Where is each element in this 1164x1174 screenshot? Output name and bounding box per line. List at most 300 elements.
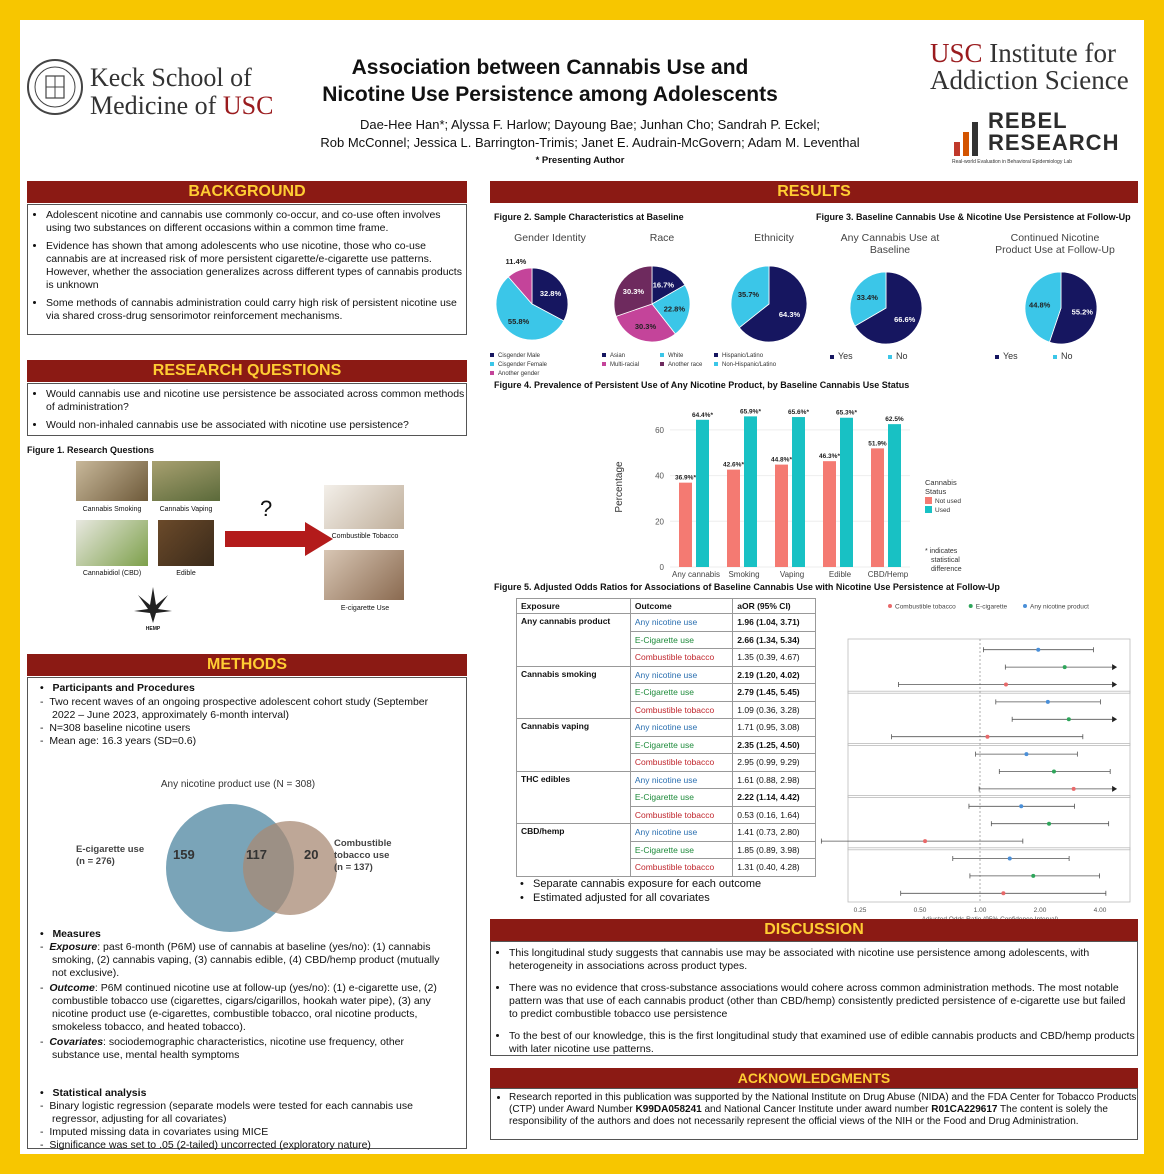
aor-exposure-cell: CBD/hemp — [517, 824, 631, 877]
measures-list: - Exposure: past 6-month (P6M) use of cannabis at baseline (yes/no): (1) cannabis smoking, (2) cannabis vaping, (3) cannabis edible, (4) CBD/hemp product (mutually not exclusive). - Outcome: P6M continued nicotine use at follow-up (yes/no): (1) e-cigarette use, (2) combustible tobacco use (cigarettes, cigars/cigarillos, hookah water pipe), (3) any nicotine product use (e-cigarettes, combustible tobacco, oral nicotine products, smokeless tobacco, and heated tobacco). - Covariates: sociodemographic characteristics, nicotine use frequency, other substance use, mental health symptoms — [40, 941, 440, 1061]
forest-point — [985, 735, 989, 739]
usc-institute-logo — [930, 40, 1129, 94]
figure5-note: Separate cannabis exposure for each outcome — [533, 878, 762, 890]
legend-title: Cannabis — [925, 478, 957, 487]
pie-slice-label: 55.2% — [1071, 307, 1093, 317]
pie-legend-item — [830, 352, 888, 363]
forest-legend-label: Any nicotine product — [1030, 603, 1089, 611]
venn-left-count: 159 — [173, 847, 195, 862]
aor-outcome-cell: Any nicotine use — [630, 666, 732, 684]
pie-legend — [714, 352, 844, 370]
pie-race — [602, 232, 732, 382]
authors-line1: Dae-Hee Han*; Alyssa F. Harlow; Dayoung Bae; Junhan Cho; Sandrah P. Eckel; — [359, 117, 821, 132]
forest-point — [1004, 683, 1008, 687]
aor-exposure-cell: THC edibles — [517, 771, 631, 824]
pie-legend-item — [490, 370, 620, 379]
forest-panel — [848, 848, 1130, 902]
legend-label: Yes — [1003, 351, 1018, 361]
keck-logo-usc: USC — [222, 91, 274, 120]
venn-left-label-2: (n = 276) — [76, 856, 115, 867]
bar-value-label: 65.9%* — [740, 408, 761, 416]
legend-swatch — [602, 362, 606, 366]
legend-label: Not used — [935, 498, 962, 505]
aor-table-row — [517, 614, 816, 632]
bar-value-label: 36.9%* — [675, 474, 696, 482]
exposure-text: : past 6-month (P6M) use of cannabis at baseline (yes/no): (1) cannabis smoking, (2) cannabis vaping, (3) cannabis edible, (4) CBD/hemp product (mutually not exclusive). — [52, 941, 440, 979]
outcome-label: Outcome — [49, 982, 95, 994]
y-tick-label: 0 — [659, 563, 664, 572]
pie-slice-label: 55.8% — [507, 316, 530, 326]
figure1-caption: Figure 1. Research Questions — [27, 445, 155, 455]
keck-logo-line1: Keck School of — [90, 63, 252, 92]
pie-slice-label: 64.3% — [778, 309, 801, 319]
legend-swatch — [888, 355, 892, 359]
aor-exposure-cell: Any cannabis product — [517, 614, 631, 667]
figure1-label-ecig: E-cigarette Use — [340, 605, 390, 612]
legend-swatch — [1053, 355, 1057, 359]
venn-right-circle — [243, 821, 337, 915]
venn-right-label-3: (n = 137) — [334, 862, 373, 873]
legend-label: No — [1061, 351, 1073, 361]
background-heading: BACKGROUND — [27, 181, 467, 203]
venn-left-label-1: E-cigarette use — [76, 844, 145, 855]
pie-svg — [490, 246, 620, 356]
forest-plot — [830, 598, 1140, 914]
forest-point — [1001, 891, 1005, 895]
figure5-notes: • Separate cannabis exposure for each outcome • Estimated adjusted for all covariates — [520, 878, 762, 904]
arrow-right-icon — [225, 522, 335, 556]
bar — [823, 461, 836, 567]
aor-table-row — [517, 719, 816, 737]
question-mark: ? — [260, 496, 273, 521]
aor-header-outcome: Outcome — [630, 599, 732, 614]
discussion-box — [490, 941, 1138, 1056]
pie-svg — [602, 246, 732, 356]
venn-right-label-2: tobacco use — [334, 850, 390, 861]
forest-x-tick: 0.50 — [913, 907, 927, 914]
pie-legend-item — [995, 352, 1053, 363]
aor-outcome-cell: E-Cigarette use — [630, 631, 732, 649]
pie-cannabis-baseline — [830, 232, 960, 382]
x-tick-label: Any cannabis — [671, 570, 721, 579]
legend-label: Used — [935, 507, 951, 514]
title-line2: Nicotine Use Persistence among Adolescents — [322, 83, 778, 106]
authors-line2: Rob McConnel; Jessica L. Barrington-Trimis; Janet E. Audrain-McGovern; Adam M. Leventhal — [320, 135, 860, 150]
aor-ci-cell: 2.19 (1.20, 4.02) — [733, 666, 816, 684]
participants-item: Mean age: 16.3 years (SD=0.6) — [49, 735, 197, 747]
forest-arrow — [1112, 664, 1117, 670]
pie-title: Gender Identity — [514, 232, 586, 244]
figure5-caption: Figure 5. Adjusted Odds Ratios for Associations of Baseline Cannabis Use with Nicotine Use Persistence at Follow-Up — [494, 582, 1000, 592]
forest-point — [1008, 857, 1012, 861]
forest-arrow — [1112, 682, 1117, 688]
aor-outcome-cell: Combustible tobacco — [630, 754, 732, 772]
forest-panel — [848, 743, 1130, 797]
legend-swatch — [660, 353, 664, 357]
figure1-label-hemp: HEMP — [145, 626, 161, 632]
forest-x-tick: 2.00 — [1033, 907, 1047, 914]
rebel-logo-line1: REBEL — [988, 108, 1068, 133]
keck-logo — [90, 64, 273, 120]
forest-arrow — [1112, 716, 1117, 722]
aor-outcome-cell: Combustible tobacco — [630, 649, 732, 667]
y-tick-label: 20 — [655, 517, 664, 527]
stats-item: Imputed missing data in covariates using MICE — [49, 1126, 269, 1138]
aor-outcome-cell: Any nicotine use — [630, 824, 732, 842]
venn-title: Any nicotine product use (N = 308) — [160, 779, 316, 790]
usc-institute-usc: USC — [930, 38, 983, 68]
aor-ci-cell: 1.71 (0.95, 3.08) — [733, 719, 816, 737]
stats-title-text: Statistical analysis — [52, 1087, 147, 1099]
pie-slice-label: 44.8% — [1029, 300, 1051, 310]
pie-slice-label: 30.3% — [634, 321, 657, 331]
legend-label: Yes — [838, 351, 853, 361]
aor-ci-cell: 2.22 (1.14, 4.42) — [733, 789, 816, 807]
aor-outcome-cell: Any nicotine use — [630, 719, 732, 737]
legend-label: Hispanic/Latino — [722, 353, 764, 359]
aor-exposure-cell: Cannabis vaping — [517, 719, 631, 772]
aor-outcome-cell: E-Cigarette use — [630, 736, 732, 754]
aor-ci-cell: 1.35 (0.39, 4.67) — [733, 649, 816, 667]
ack-award-2: R01CA229617 — [931, 1104, 998, 1115]
aor-exposure-cell: Cannabis smoking — [517, 666, 631, 719]
research-questions-heading: RESEARCH QUESTIONS — [27, 360, 467, 382]
covariates-label: Covariates — [49, 1036, 104, 1048]
x-tick-label: CBD/Hemp — [867, 570, 909, 579]
y-tick-label: 60 — [655, 425, 664, 435]
pie-legend — [602, 352, 732, 370]
legend-swatch — [830, 355, 834, 359]
research-question-item: • Would cannabis use and nicotine use persistence be associated across common methods of administration? — [46, 388, 466, 414]
e-cigarette-photo — [324, 550, 404, 600]
aor-ci-cell: 1.31 (0.40, 4.28) — [733, 859, 816, 877]
aor-ci-cell: 1.96 (1.04, 3.71) — [733, 614, 816, 632]
pie-legend-item — [888, 352, 946, 363]
aor-ci-cell: 2.35 (1.25, 4.50) — [733, 736, 816, 754]
participants-title-text: Participants and Procedures — [52, 682, 195, 694]
bar-value-label: 65.6%* — [788, 409, 809, 417]
figure2-caption: Figure 2. Sample Characteristics at Baseline — [494, 212, 684, 222]
legend-swatch — [714, 362, 718, 366]
forest-point — [1072, 787, 1076, 791]
y-axis-label: Percentage — [614, 461, 625, 513]
bar-value-label: 46.3%* — [819, 453, 840, 461]
aor-ci-cell: 1.41 (0.73, 2.80) — [733, 824, 816, 842]
cbd-photo — [76, 520, 148, 566]
stats-item: Significance was set to .05 (2-tailed) uncorrected (exploratory nature) — [49, 1139, 371, 1151]
results-heading: RESULTS — [490, 181, 1138, 203]
pie-legend-item — [660, 352, 718, 361]
combustible-tobacco-photo — [324, 485, 404, 529]
aor-ci-cell: 1.61 (0.88, 2.98) — [733, 771, 816, 789]
usc-institute-rest: Institute for — [989, 38, 1117, 68]
forest-legend-dot — [888, 604, 892, 608]
pie-slice-label: 66.6% — [894, 314, 916, 324]
forest-point — [1063, 665, 1067, 669]
pie-svg — [830, 246, 960, 356]
pie-legend-item — [490, 352, 620, 361]
bar — [888, 424, 901, 567]
legend-swatch — [490, 353, 494, 357]
pie-title: Continued Nicotine Product Use at Follow-Up — [995, 232, 1115, 256]
ack-text-2: and National Cancer Institute under award number — [701, 1104, 932, 1115]
stats-item: Binary logistic regression (separate models were tested for each cannabis use regressor, adjusting for all covariates) — [49, 1100, 413, 1125]
aor-outcome-cell: E-Cigarette use — [630, 841, 732, 859]
bar-value-label: 64.4%* — [692, 411, 713, 419]
outcome-text: : P6M continued nicotine use at follow-up (yes/no): (1) e-cigarette use, (2) combustible tobacco use (cigarettes, cigars/cigarillos, hookah water pipe), (3) any nicotine product use (e-cigarettes, combustible tobacco, oral nicotine products, smokeless tobacco, and heated tobacco). — [52, 982, 437, 1033]
venn-right-label-1: Combustible — [334, 838, 392, 849]
participants-item: Two recent waves of an ongoing prospective adolescent cohort study (September 2022 – June 2023, approximately 6-month interval) — [49, 696, 429, 721]
pie-legend-item — [1053, 352, 1111, 363]
acknowledgments-heading: ACKNOWLEDGMENTS — [490, 1068, 1138, 1088]
forest-legend-dot — [969, 604, 973, 608]
keck-logo-line2: Medicine of — [90, 91, 217, 120]
pie-legend-item — [714, 361, 844, 370]
rebel-bars-icon — [952, 112, 986, 160]
forest-x-tick: 4.00 — [1093, 907, 1107, 914]
x-tick-label: Vaping — [779, 570, 805, 579]
legend-label: White — [668, 353, 684, 359]
rebel-logo-tagline: Real-world Evaluation in Behavioral Epidemiology Lab — [952, 159, 1073, 165]
forest-point — [1046, 700, 1050, 704]
bar — [727, 470, 740, 567]
poster-sheet — [20, 20, 1144, 1154]
cannabis-smoking-photo — [76, 461, 148, 501]
legend-swatch — [995, 355, 999, 359]
discussion-item: • There was no evidence that cross-substance associations would cohere across common administration methods. The most notable pattern was that use of each cannabis product (other than CBD/hemp) consistently predicted persistence of e-cigarette use but failed to predict combustible tobacco use persistence — [509, 982, 1137, 1021]
pie-legend — [490, 352, 620, 379]
forest-x-tick: 1.00 — [973, 907, 987, 914]
legend-swatch — [490, 371, 494, 375]
pie-legend-item — [602, 361, 660, 370]
forest-point — [1036, 648, 1040, 652]
forest-panel — [848, 796, 1130, 850]
ack-text-1: Research reported in this publication was supported by the National Institute on Drug Abuse (NIDA) and the FDA Center for Tobacco Products (CTP) under Award Number — [509, 1092, 1137, 1115]
forest-legend-label: Combustible tobacco — [895, 603, 956, 611]
bar — [775, 465, 788, 567]
legend-swatch — [490, 362, 494, 366]
legend-label: Asian — [610, 353, 626, 359]
pie-svg — [714, 246, 844, 356]
participants-list: - Two recent waves of an ongoing prospective adolescent cohort study (September 2022 – June 2023, approximately 6-month interval) - N=308 baseline nicotine users - Mean age: 16.3 years (SD=0.6) — [40, 696, 429, 747]
title-line1: Association between Cannabis Use and — [351, 56, 749, 79]
bar — [696, 420, 709, 567]
legend-label: Another race — [668, 362, 703, 368]
pie-title: Any Cannabis Use at Baseline — [840, 232, 940, 256]
pie-legend — [995, 352, 1125, 363]
forest-plot-area — [830, 598, 1140, 914]
aor-table-row — [517, 824, 816, 842]
forest-legend-dot — [1023, 604, 1027, 608]
aor-table-body — [517, 614, 816, 877]
forest-x-tick: 0.25 — [853, 907, 867, 914]
forest-point — [1047, 822, 1051, 826]
ack-text-3: The content is solely the responsibility of the authors and does not necessarily represent the official views of the NIH or the Food and Drug Administration. — [509, 1104, 1108, 1127]
edible-photo — [158, 520, 214, 566]
background-box — [27, 204, 467, 335]
background-item: • Adolescent nicotine and cannabis use commonly co-occur, and co-use often involves using two substances on different occasions within a common time frame. — [46, 209, 466, 235]
stats-title: • Statistical analysis — [40, 1087, 147, 1099]
bar-value-label: 42.6%* — [723, 461, 744, 469]
participants-title: • Participants and Procedures — [40, 682, 195, 694]
pie-continued-nicotine — [995, 232, 1135, 382]
bar-value-label: 62.5% — [885, 416, 904, 424]
aor-outcome-cell: E-Cigarette use — [630, 789, 732, 807]
legend-swatch — [660, 362, 664, 366]
forest-point — [1031, 874, 1035, 878]
research-questions-box — [27, 383, 467, 436]
forest-legend-label: E-cigarette — [975, 603, 1008, 611]
y-tick-label: 40 — [655, 471, 664, 481]
pie-legend-item — [660, 361, 718, 370]
legend-label: Another gender — [498, 371, 540, 377]
cannabis-vaping-photo — [152, 461, 220, 501]
figure1-label-smoking: Cannabis Smoking — [82, 506, 142, 513]
bar-value-label: 44.8%* — [771, 456, 792, 464]
pie-legend — [830, 352, 960, 363]
pie-charts-area — [490, 232, 1140, 382]
aor-table — [516, 598, 816, 877]
nicotine-prevalence-bar-chart — [610, 395, 990, 579]
legend-title: Status — [925, 487, 947, 496]
venn-overlap-count: 117 — [246, 847, 267, 862]
pie-legend-item — [602, 352, 660, 361]
pie-slice-label: 16.7% — [652, 280, 675, 290]
pie-slice-label: 33.4% — [856, 293, 878, 303]
aor-ci-cell: 2.66 (1.34, 5.34) — [733, 631, 816, 649]
ack-award-1: K99DA058241 — [635, 1104, 702, 1115]
legend-label: Multi-racial — [610, 362, 640, 368]
chart-note: difference — [931, 566, 962, 573]
pie-title: Race — [649, 232, 675, 244]
legend-swatch — [714, 353, 718, 357]
aor-header-ci: aOR (95% CI) — [733, 599, 816, 614]
bar — [792, 417, 805, 567]
forest-point — [1019, 804, 1023, 808]
aor-outcome-cell: E-Cigarette use — [630, 684, 732, 702]
forest-panel — [848, 639, 1130, 693]
presenting-author-note: * Presenting Author — [535, 155, 625, 166]
venn-diagram — [158, 798, 358, 938]
rebel-logo-line2: RESEARCH — [988, 130, 1120, 155]
pie-slice-label: 22.8% — [663, 304, 686, 314]
pie-slice-label: 35.7% — [737, 290, 760, 300]
pie-ethnicity — [714, 232, 844, 382]
measures-title: • Measures — [40, 928, 101, 940]
aor-table-header-row — [517, 599, 816, 614]
methods-box — [27, 677, 467, 1149]
aor-table-row — [517, 666, 816, 684]
pie-slice-label: 32.8% — [539, 288, 562, 298]
acknowledgments-text — [509, 1092, 1137, 1128]
forest-point — [923, 839, 927, 843]
covariates-text: : sociodemographic characteristics, nicotine use frequency, other substance use, mental health symptoms — [52, 1036, 405, 1061]
legend-label: No — [896, 351, 908, 361]
usc-institute-line2: Addiction Science — [930, 65, 1129, 95]
methods-heading: METHODS — [27, 654, 467, 676]
discussion-item: • To the best of our knowledge, this is the first longitudinal study that examined use of edible cannabis products and CBD/hemp products with later nicotine use patterns. — [509, 1030, 1137, 1056]
aor-ci-cell: 2.95 (0.99, 9.29) — [733, 754, 816, 772]
background-item: • Some methods of cannabis administration could carry high risk of persistent nicotine use via shared cross-drug sensorimotor reinforcement mechanisms. — [46, 297, 466, 323]
forest-point — [1024, 752, 1028, 756]
aor-outcome-cell: Combustible tobacco — [630, 701, 732, 719]
legend-swatch — [602, 353, 606, 357]
exposure-label: Exposure — [49, 941, 98, 953]
pie-slice-label: 11.4% — [505, 256, 527, 266]
figure5-note: Estimated adjusted for all covariates — [533, 892, 710, 904]
acknowledgments-box — [490, 1088, 1138, 1140]
usc-seal-icon — [26, 58, 84, 116]
figure3-caption: Figure 3. Baseline Cannabis Use & Nicotine Use Persistence at Follow-Up — [816, 212, 1131, 222]
figure1-label-vaping: Cannabis Vaping — [159, 506, 213, 513]
forest-point — [1067, 717, 1071, 721]
legend-label: Cisgender Male — [498, 353, 541, 359]
legend-label: Non-Hispanic/Latino — [722, 362, 777, 368]
figure1-label-cbd: Cannabidiol (CBD) — [82, 570, 142, 577]
chart-note: * indicates — [925, 548, 958, 555]
pie-legend-item — [714, 352, 844, 361]
aor-ci-cell: 0.53 (0.16, 1.64) — [733, 806, 816, 824]
venn-right-count: 20 — [304, 847, 319, 862]
bar — [840, 418, 853, 567]
discussion-item: • This longitudinal study suggests that cannabis use may be associated with nicotine use persistence among adolescents, with heterogeneity in associations across product types. — [509, 947, 1137, 973]
bar — [744, 416, 757, 567]
participants-item: N=308 baseline nicotine users — [49, 722, 191, 734]
discussion-heading: DISCUSSION — [490, 919, 1138, 941]
aor-ci-cell: 2.79 (1.45, 5.45) — [733, 684, 816, 702]
pie-legend-item — [490, 361, 620, 370]
bar-value-label: 65.3%* — [836, 409, 857, 417]
figure1-label-combustible: Combustible Tobacco — [331, 533, 399, 540]
rebel-logo — [988, 110, 1119, 154]
aor-outcome-cell: Combustible tobacco — [630, 806, 732, 824]
background-item: • Evidence has shown that among adolescents who use nicotine, those who co-use cannabis are at increased risk of more persistent cigarette/e-cigarette use patterns. However, whether the association generalizes across different types of cannabis products is unknown — [46, 240, 466, 292]
aor-outcome-cell: Any nicotine use — [630, 614, 732, 632]
aor-header-exposure: Exposure — [517, 599, 631, 614]
venn-right-label — [334, 838, 392, 874]
forest-point — [1052, 770, 1056, 774]
x-tick-label: Edible — [828, 570, 852, 579]
authors — [250, 116, 930, 152]
aor-outcome-cell: Any nicotine use — [630, 771, 732, 789]
poster-title — [300, 54, 800, 108]
research-question-item: • Would non-inhaled cannabis use be associated with nicotine use persistence? — [46, 419, 466, 432]
pie-svg — [995, 246, 1125, 356]
pie-slice-label: 30.3% — [622, 286, 645, 296]
stats-list: - Binary logistic regression (separate models were tested for each cannabis use regressor, adjusting for all covariates) - Imputed missing data in covariates using MICE - Significance was set to .05 (2-tailed) uncorrected (exploratory nature) — [40, 1100, 413, 1151]
venn-left-label — [76, 844, 144, 868]
measures-title-text: Measures — [52, 928, 101, 940]
pie-gender — [490, 232, 620, 382]
bar — [871, 448, 884, 567]
bar-value-label: 51.9% — [868, 440, 887, 448]
pie-title: Ethnicity — [754, 232, 794, 244]
aor-ci-cell: 1.85 (0.89, 3.98) — [733, 841, 816, 859]
legend-swatch — [925, 506, 932, 513]
x-tick-label: Smoking — [728, 570, 760, 579]
aor-outcome-cell: Combustible tobacco — [630, 859, 732, 877]
chart-note: statistical — [931, 557, 960, 564]
figure1-label-edible: Edible — [176, 570, 196, 577]
forest-arrow — [1112, 786, 1117, 792]
aor-ci-cell: 1.09 (0.36, 3.28) — [733, 701, 816, 719]
legend-swatch — [925, 497, 932, 504]
hemp-leaf-icon — [132, 583, 174, 625]
bar — [679, 483, 692, 567]
figure4-caption: Figure 4. Prevalence of Persistent Use of Any Nicotine Product, by Baseline Cannabis Use Status — [494, 380, 910, 390]
legend-label: Cisgender Female — [498, 362, 548, 368]
aor-table-row — [517, 771, 816, 789]
